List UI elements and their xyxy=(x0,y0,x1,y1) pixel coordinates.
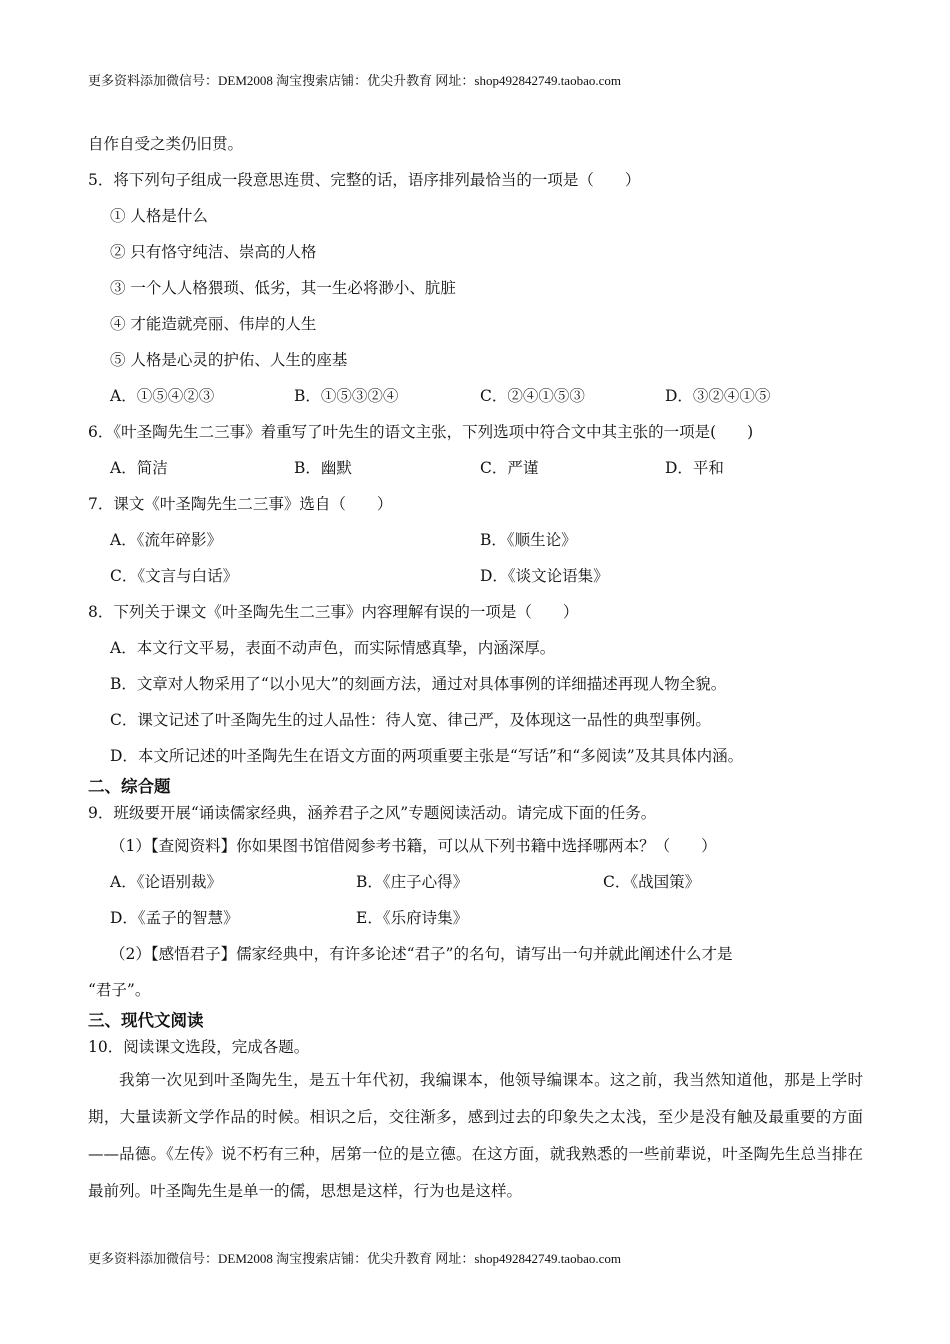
q6-option-c: C．严谨 xyxy=(480,459,539,477)
q7-option-b: B．《顺生论》 xyxy=(480,531,577,549)
q8-option-b: B．文章对人物采用了“以小见大”的刻画方法，通过对具体事例的详细描述再现人物全貌。 xyxy=(110,675,727,693)
question-8-stem: 8．下列关于课文《叶圣陶先生二三事》内容理解有误的一项是（ ） xyxy=(88,603,579,621)
q5-item-2: ② 只有恪守纯洁、崇高的人格 xyxy=(110,243,317,261)
section-2-heading: 二、综合题 xyxy=(88,777,171,796)
q5-option-a: A．①⑤④②③ xyxy=(110,387,215,405)
q10-passage: 我第一次见到叶圣陶先生，是五十年代初，我编课本，他领导编课本。这之前，我当然知道他，那是上学时期，大量读新文学作品的时候。相识之后，交往渐多，感到过去的印象失之太浅，至少是没有触及最重要的方面——品德。《左传》说不朽有三种，居第一位的是立德。在这方面，就我熟悉的一些前辈说，叶圣陶先生总当排在最前列。叶圣陶先生是单一的儒，思想是这样，行为也是这样。 xyxy=(88,1071,863,1200)
q9-sub2-line-2: “君子”。 xyxy=(88,981,151,999)
question-6-stem: 6．《叶圣陶先生二三事》着重写了叶先生的语文主张，下列选项中符合文中其主张的一项是( ) xyxy=(88,423,754,441)
q7-option-c: C．《文言与白话》 xyxy=(110,567,239,585)
q5-item-1: ① 人格是什么 xyxy=(110,207,208,225)
page-footer: 更多资料添加微信号：DEM2008 淘宝搜索店铺：优尖升教育 网址：shop492842749.taobao.com xyxy=(88,1251,621,1266)
continuation-text: 自作自受之类仍旧贯。 xyxy=(88,135,244,153)
q9-option-e: E．《乐府诗集》 xyxy=(356,909,469,927)
q5-item-4: ④ 才能造就亮丽、伟岸的人生 xyxy=(110,315,317,333)
question-7-stem: 7．课文《叶圣陶先生二三事》选自（ ） xyxy=(88,495,393,513)
page-header: 更多资料添加微信号：DEM2008 淘宝搜索店铺：优尖升教育 网址：shop492842749.taobao.com xyxy=(88,73,621,88)
q7-options-row-2 xyxy=(88,558,863,594)
q5-options xyxy=(88,378,863,414)
document-body xyxy=(88,126,863,1210)
q5-option-d: D．③②④①⑤ xyxy=(665,387,771,405)
q9-option-a: A．《论语别裁》 xyxy=(110,873,222,891)
q6-option-d: D．平和 xyxy=(665,459,724,477)
q5-option-c: C．②④①⑤③ xyxy=(480,387,585,405)
q6-option-b: B．幽默 xyxy=(294,459,352,477)
question-9-stem: 9．班级要开展“诵读儒家经典，涵养君子之风”专题阅读活动。请完成下面的任务。 xyxy=(88,804,657,822)
q5-item-3: ③ 一个人人格猥琐、低劣，其一生必将渺小、肮脏 xyxy=(110,279,456,297)
q8-option-a: A．本文行文平易，表面不动声色，而实际情感真挚，内涵深厚。 xyxy=(110,639,556,657)
q7-options-row-1 xyxy=(88,522,863,558)
q9-sub2-line-1: （2）【感悟君子】儒家经典中，有许多论述“君子”的名句，请写出一句并就此阐述什么才是 xyxy=(110,945,733,963)
q8-option-c: C．课文记述了叶圣陶先生的过人品性：待人宽、律己严，及体现这一品性的典型事例。 xyxy=(110,711,711,729)
q9-option-d: D．《孟子的智慧》 xyxy=(110,909,239,927)
q5-option-b: B．①⑤③②④ xyxy=(294,387,399,405)
question-5-stem: 5．将下列句子组成一段意思连贯、完整的话，语序排列最恰当的一项是（ ） xyxy=(88,171,641,189)
q9-option-c: C．《战国策》 xyxy=(603,873,701,891)
q6-options xyxy=(88,450,863,486)
q6-option-a: A．简洁 xyxy=(110,459,168,477)
question-10-stem: 10．阅读课文选段，完成各题。 xyxy=(88,1038,310,1056)
q9-option-b: B．《庄子心得》 xyxy=(356,873,469,891)
q9-sub1: （1）【查阅资料】你如果图书馆借阅参考书籍，可以从下列书籍中选择哪两本？（ ） xyxy=(110,837,717,855)
q5-item-5: ⑤ 人格是心灵的护佑、人生的座基 xyxy=(110,351,348,369)
q9-options-row-2 xyxy=(88,900,863,936)
section-3-heading: 三、现代文阅读 xyxy=(88,1011,204,1030)
q8-option-d: D．本文所记述的叶圣陶先生在语文方面的两项重要主张是“写话”和“多阅读”及其具体内涵。 xyxy=(110,747,744,765)
q9-options-row-1 xyxy=(88,864,863,900)
q7-option-d: D．《谈文论语集》 xyxy=(480,567,609,585)
q7-option-a: A．《流年碎影》 xyxy=(110,531,222,549)
